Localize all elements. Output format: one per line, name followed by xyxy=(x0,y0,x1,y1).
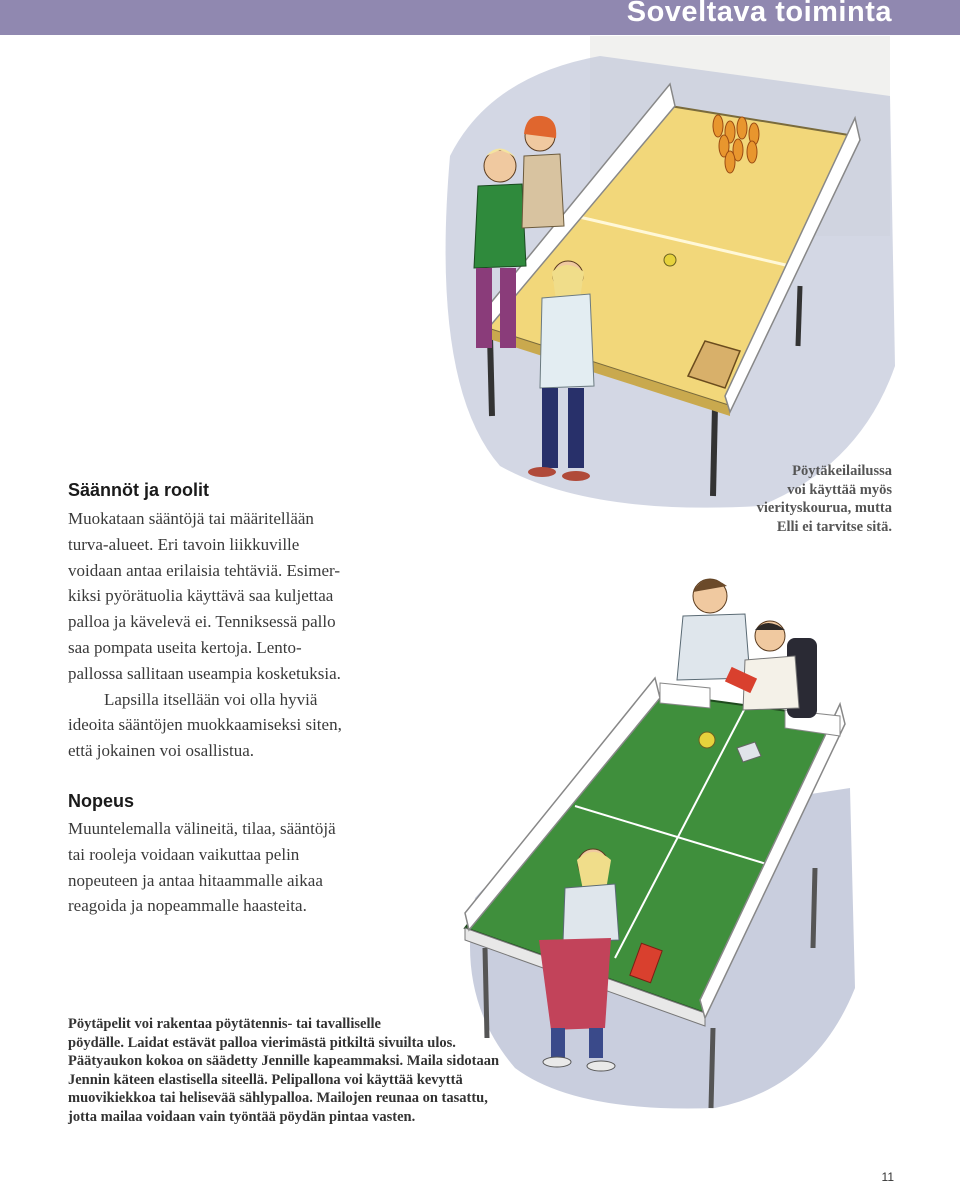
caption-line: Päätyaukon kokoa on säädetty Jennille kapeammaksi. Maila sidotaan xyxy=(68,1053,500,1070)
caption-bowling xyxy=(757,462,892,536)
text-line: turva-alueet. Eri tavoin liikkuville xyxy=(68,534,300,554)
table-tennis-illustration xyxy=(455,568,865,1113)
page-section-title: Soveltava toiminta xyxy=(626,0,892,28)
text-line: Lapsilla itsellään voi olla hyviä xyxy=(104,689,318,709)
text-line: reagoida ja nopeammalle haasteita. xyxy=(68,896,307,916)
caption-line: Pöytäkeilailussa xyxy=(792,463,892,479)
caption-line: Jennin käteen elastisella siteellä. Pelipallona voi käyttää kevyttä xyxy=(68,1071,463,1088)
text-line: Muuntelemalla välineitä, tilaa, sääntöjä xyxy=(68,819,336,838)
section-heading-speed: Nopeus xyxy=(68,791,135,811)
page-number: 11 xyxy=(881,1170,894,1184)
caption-line: jotta mailaa voidaan vain työntää pöydän pintaa vasten. xyxy=(68,1108,416,1125)
text-line: tai rooleja voidaan vaikuttaa pelin xyxy=(68,844,300,864)
text-line: Muokataan sääntöjä tai määritellään xyxy=(68,509,314,528)
caption-line: muovikiekkoa tai helisevää sählypalloa. Mailojen reunaa on tasattu, xyxy=(68,1090,488,1107)
caption-line: pöydälle. Laidat estävät palloa vierimästä pitkiltä sivuilta ulos. xyxy=(68,1034,456,1051)
text-line: pallossa sallitaan useampia kosketuksia. xyxy=(68,663,341,683)
section-heading-rules: Säännöt ja roolit xyxy=(68,480,210,500)
text-line: nopeuteen ja antaa hitaammalle aikaa xyxy=(68,870,323,890)
caption-line: Pöytäpelit voi rakentaa pöytätennis- tai tavalliselle xyxy=(68,1016,381,1032)
text-line: ideoita sääntöjen muokkaamiseksi siten, xyxy=(68,715,342,735)
table-bowling-illustration xyxy=(430,36,900,516)
section-body-speed xyxy=(68,816,336,919)
caption-line: Elli ei tarvitse sitä. xyxy=(776,518,892,535)
text-line: palloa ja kävelevä ei. Tenniksessä pallo xyxy=(68,612,336,632)
header-bar xyxy=(0,0,960,35)
text-line: voidaan antaa erilaisia tehtäviä. Esimer- xyxy=(68,560,341,580)
text-line: että jokainen voi osallistua. xyxy=(68,741,255,761)
text-line: kiksi pyörätuolia käyttävä saa kuljettaa xyxy=(68,586,334,606)
section-body-rules xyxy=(68,506,342,764)
text-line: saa pompata useita kertoja. Lento- xyxy=(68,637,302,657)
caption-line: voi käyttää myös xyxy=(787,481,892,498)
caption-tennis xyxy=(68,1015,499,1127)
caption-line: vierityskourua, mutta xyxy=(756,500,892,517)
